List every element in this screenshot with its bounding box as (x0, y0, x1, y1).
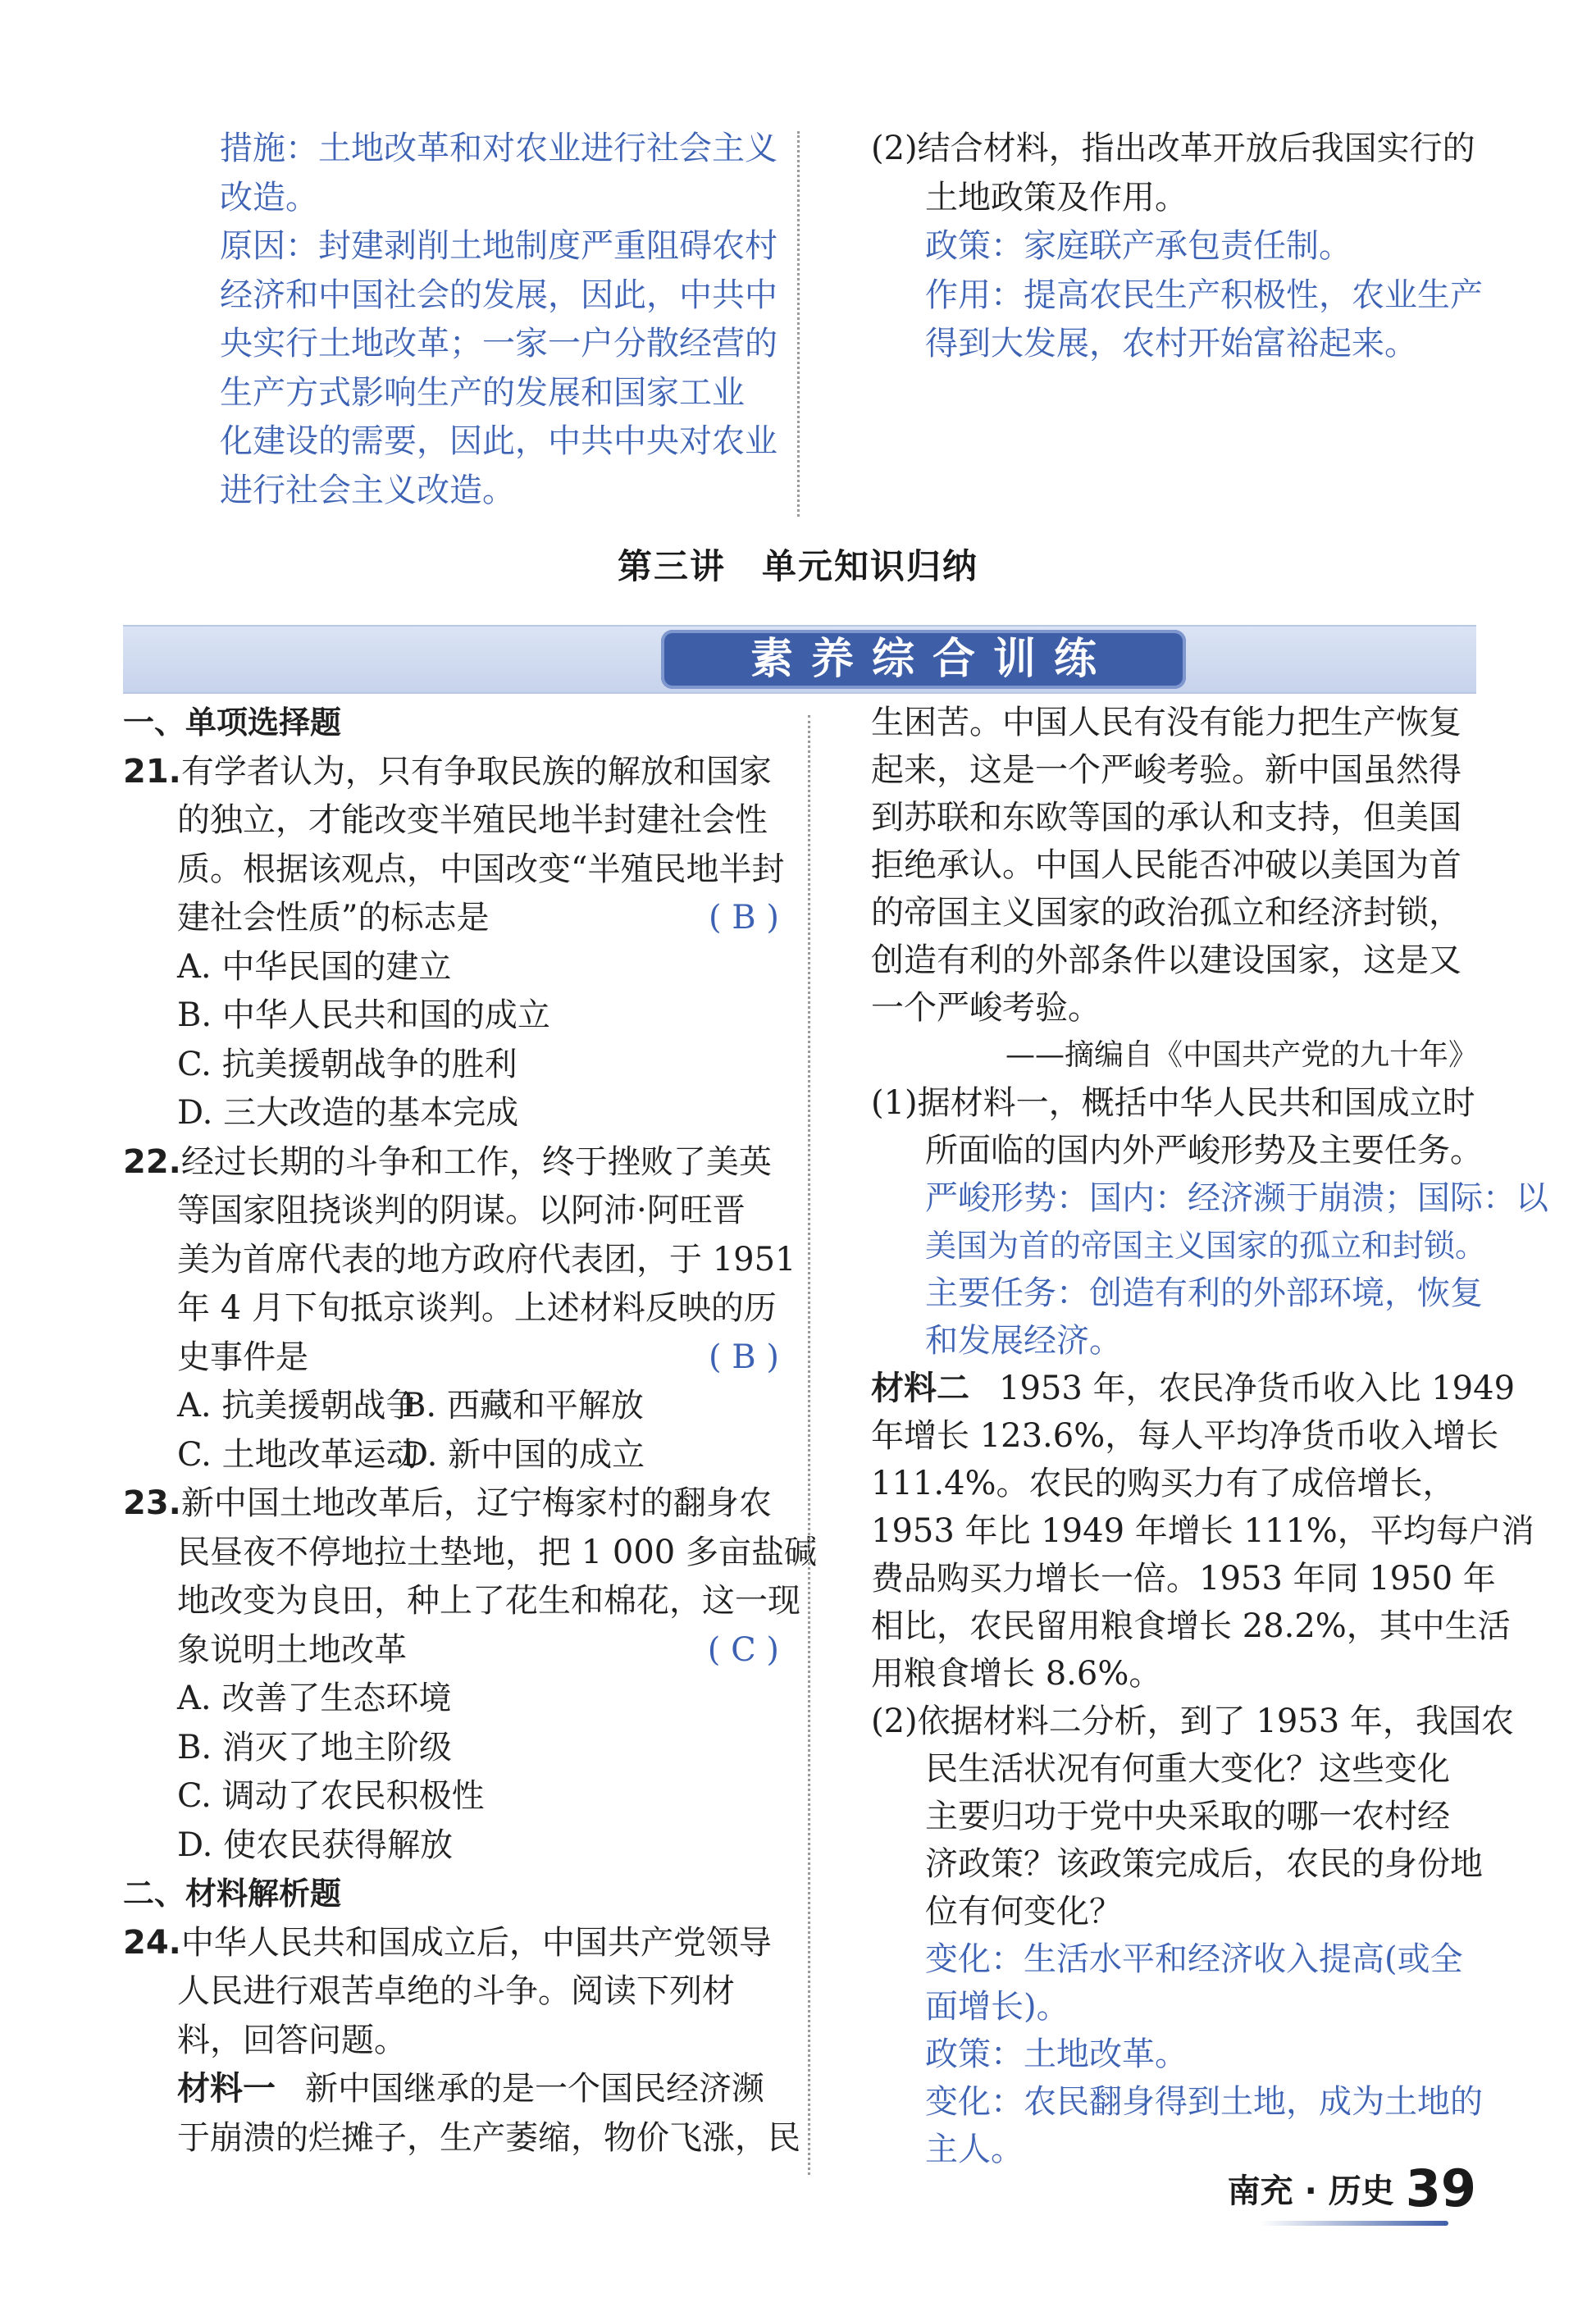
material-line: 111.4%。农民的购买力有了成倍增长， (871, 1465, 1456, 1502)
question-number: 22. (123, 1142, 181, 1181)
answer-line: 经济和中国社会的发展，因此，中共中 (220, 276, 777, 314)
option-b: B. 西藏和平解放 (402, 1387, 644, 1425)
sub-question-2: (2)依据材料二分析，到了 1953 年，我国农 (871, 1703, 1514, 1740)
sub-question-2-line: 主要归功于党中央采取的哪一农村经 (925, 1798, 1450, 1835)
material-label: 材料二 (871, 1370, 969, 1407)
question-line: 美为首席代表的地方政府代表团，于 1951 (177, 1240, 796, 1279)
option-d: D. 三大改造的基本完成 (177, 1094, 519, 1132)
answer-line: 进行社会主义改造。 (220, 471, 515, 509)
question-23 (123, 1479, 817, 1870)
answer-line: 央实行土地改革；一家一户分散经营的 (220, 325, 777, 362)
answer-line: 措施：土地改革和对农业进行社会主义 (220, 130, 777, 167)
material-line: 创造有利的外部条件以建设国家，这是又 (871, 941, 1461, 979)
answer-line: 美国为首的帝国主义国家的孤立和封锁。 (925, 1228, 1487, 1264)
sub-question-2-line: 民生活状况有何重大变化？这些变化 (925, 1750, 1450, 1788)
question-line: 质。根据该观点，中国改变“半殖民地半封 (177, 850, 785, 888)
answer-line: 作用：提高农民生产积极性，农业生产 (925, 276, 1483, 314)
answer-line: 生产方式影响生产的发展和国家工业 (220, 373, 745, 412)
top-right-question (871, 125, 1483, 369)
top-column-divider (797, 131, 800, 517)
section-heading-material-analysis: 二、材料解析题 (123, 1876, 342, 1912)
question-line: 中华人民共和国成立后，中国共产党领导 (180, 1923, 772, 1962)
answer-bracket: ( B ) (708, 1338, 779, 1376)
sub-question-1-line: 所面临的国内外严峻形势及主要任务。 (925, 1132, 1483, 1169)
option-a: A. 中华民国的建立 (177, 947, 452, 986)
question-line: (2)结合材料，指出改革开放后我国实行的 (871, 130, 1475, 167)
sub-question-2-line: 济政策？该政策完成后，农民的身份地 (925, 1845, 1483, 1883)
material-line: 起来，这是一个严峻考验。新中国虽然得 (871, 751, 1461, 789)
sub-question-2-line: 位有何变化？ (925, 1893, 1122, 1930)
banner-title: 素养综合训练 (661, 630, 1186, 689)
question-line: 象说明土地改革 (177, 1630, 407, 1669)
question-line: 等国家阻挠谈判的阴谋。以阿沛·阿旺晋 (177, 1192, 746, 1229)
material-source: ——摘编自《中国共产党的九十年》 (1005, 1038, 1478, 1072)
option-a: A. 改善了生态环境 (177, 1680, 452, 1717)
material-line: 1953 年，农民净货币收入比 1949 (999, 1370, 1516, 1407)
page-footer (1228, 2150, 1476, 2216)
book-subject: 南充 · 历史 (1227, 2172, 1394, 2210)
question-line: 建社会性质”的标志是 (177, 899, 490, 937)
material-line: 相比，农民留用粮食增长 28.2%，其中生活 (871, 1607, 1511, 1645)
material-line: 年增长 123.6%，每人平均净货币收入增长 (871, 1417, 1499, 1455)
material-line: 拒绝承认。中国人民能否冲破以美国为首 (871, 846, 1461, 884)
main-column-divider (808, 715, 810, 2175)
material-line: 1953 年比 1949 年增长 111%，平均每户消 (871, 1512, 1534, 1550)
option-c: C. 调动了农民积极性 (177, 1777, 485, 1815)
answer-line: 改造。 (220, 178, 318, 217)
material-line: 新中国继承的是一个国民经济濒 (305, 2070, 764, 2108)
question-line: 料，回答问题。 (177, 2021, 407, 2059)
lecture-title: 第三讲 单元知识归纳 (617, 546, 978, 586)
option-d: D. 使农民获得解放 (177, 1826, 454, 1864)
question-21 (123, 748, 785, 1138)
answer-line: 严峻形势：国内：经济濒于崩溃；国际：以 (925, 1179, 1548, 1217)
option-d: D. 新中国的成立 (402, 1435, 645, 1474)
answer-line: 变化：生活水平和经济收入提高(或全 (925, 1940, 1463, 1978)
answer-line: 主人。 (925, 2131, 1024, 2168)
answer-line: 政策：家庭联产承包责任制。 (925, 227, 1352, 265)
question-line: 史事件是 (177, 1338, 308, 1376)
question-line: 的独立，才能改变半殖民地半封建社会性 (177, 801, 768, 839)
material-line: 于崩溃的烂摊子，生产萎缩，物价飞涨，民 (177, 2118, 800, 2157)
question-line: 人民进行艰苦卓绝的斗争。阅读下列材 (177, 1972, 735, 2010)
question-number: 23. (123, 1484, 181, 1522)
question-line: 新中国土地改革后，辽宁梅家村的翻身农 (180, 1484, 772, 1522)
top-left-answer (220, 125, 777, 515)
question-line: 年 4 月下旬抵京谈判。上述材料反映的历 (177, 1289, 777, 1327)
material-line: 费品购买力增长一倍。1953 年同 1950 年 (871, 1560, 1496, 1598)
question-24 (123, 1919, 800, 2163)
material-line: 用粮食增长 8.6%。 (871, 1655, 1162, 1693)
question-22 (123, 1138, 796, 1480)
material-line: 一个严峻考验。 (871, 989, 1101, 1027)
answer-line: 化建设的需要，因此，中共中央对农业 (220, 422, 777, 460)
footer-underline (1260, 2221, 1448, 2226)
material-label: 材料一 (177, 2070, 276, 2108)
question-number: 21. (123, 752, 181, 791)
option-b: B. 消灭了地主阶级 (177, 1728, 452, 1766)
answer-line: 和发展经济。 (925, 1322, 1122, 1360)
question-line: 经过长期的斗争和工作，终于挫败了美英 (180, 1142, 772, 1181)
option-c: C. 抗美援朝战争的胜利 (177, 1045, 518, 1083)
section-banner (123, 625, 1476, 694)
question-line: 地改变为良田，种上了花生和棉花，这一现 (177, 1582, 800, 1620)
answer-line: 面增长)。 (925, 1988, 1069, 2026)
material-line: 生困苦。中国人民有没有能力把生产恢复 (871, 704, 1461, 741)
material-line: 到苏联和东欧等国的承认和支持，但美国 (871, 799, 1461, 836)
right-column (871, 699, 1548, 2173)
sub-question-1: (1)据材料一，概括中华人民共和国成立时 (871, 1084, 1475, 1122)
question-number: 24. (123, 1923, 181, 1962)
answer-bracket: ( B ) (708, 899, 779, 937)
answer-line: 原因：封建剥削土地制度严重阻碍农村 (220, 227, 777, 265)
question-line: 有学者认为，只有争取民族的解放和国家 (180, 752, 772, 791)
left-column (123, 699, 817, 2163)
page-number: 39 (1405, 2158, 1476, 2218)
material-line: 的帝国主义国家的政治孤立和经济封锁， (871, 894, 1461, 932)
option-b: B. 中华人民共和国的成立 (177, 996, 550, 1034)
question-line: 民昼夜不停地拉土垫地，把 1 000 多亩盐碱 (177, 1533, 817, 1571)
answer-line: 政策：土地改革。 (925, 2035, 1188, 2073)
section-heading-single-choice: 一、单项选择题 (123, 704, 342, 741)
question-line: 土地政策及作用。 (925, 178, 1188, 217)
option-a: A. 抗美援朝战争 (177, 1387, 419, 1425)
answer-line: 变化：农民翻身得到土地，成为土地的 (925, 2083, 1483, 2121)
option-c: C. 土地改革运动 (177, 1435, 419, 1474)
answer-bracket: ( C ) (707, 1630, 779, 1669)
answer-line: 主要任务：创造有利的外部环境，恢复 (925, 1274, 1483, 1312)
answer-line: 得到大发展，农村开始富裕起来。 (925, 325, 1417, 362)
